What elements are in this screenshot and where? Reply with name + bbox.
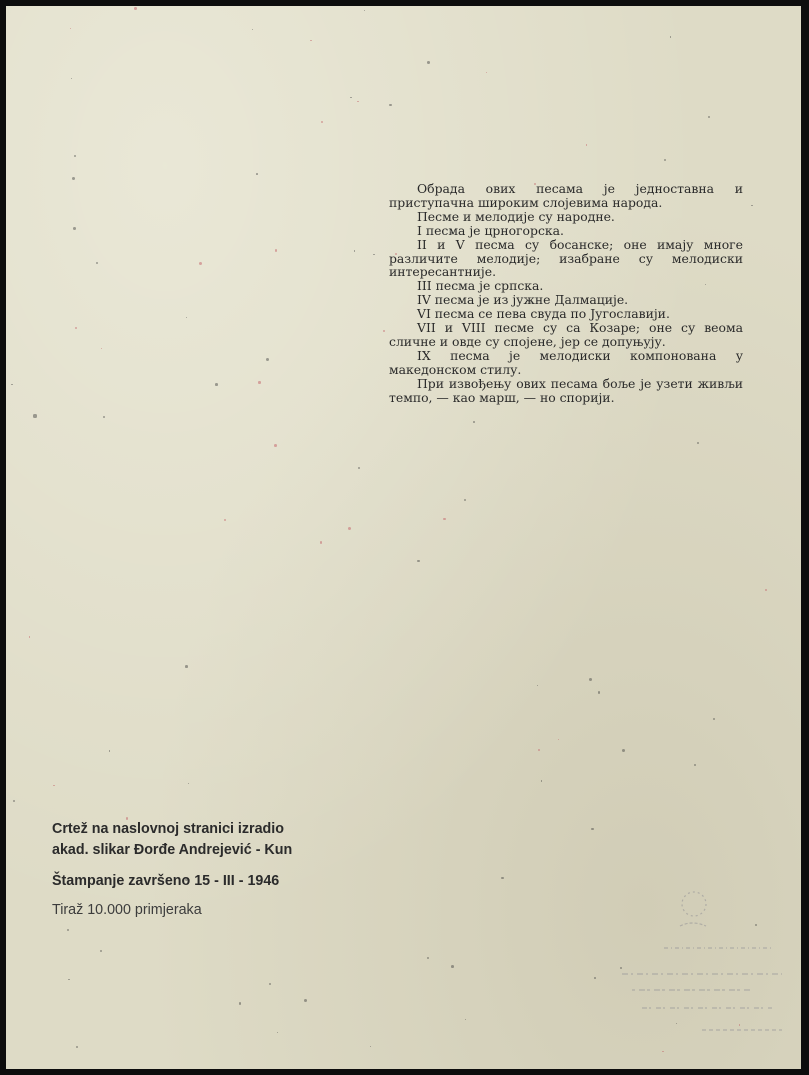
- paper-speck: [185, 665, 188, 668]
- paper-speck: [100, 950, 102, 952]
- note-paragraph: Песме и мелодије су народне.: [417, 208, 615, 224]
- paper-speck: [417, 560, 420, 563]
- paper-speck: [29, 636, 30, 637]
- paper-speck: [558, 739, 559, 740]
- paper-speck: [215, 383, 218, 386]
- paper-speck: [70, 28, 71, 29]
- paper-speck: [486, 72, 487, 73]
- paper-speck: [239, 1002, 241, 1004]
- paper-speck: [258, 381, 260, 383]
- paper-speck: [473, 421, 475, 423]
- paper-speck: [76, 1046, 78, 1048]
- paper-speck: [73, 227, 76, 230]
- note-paragraph: III песма је српска.: [417, 278, 544, 294]
- paper-speck: [591, 828, 593, 830]
- paper-speck: [364, 10, 365, 11]
- paper-speck: [501, 877, 503, 879]
- paper-speck: [134, 7, 137, 10]
- paper-speck: [370, 1046, 371, 1047]
- paper-speck: [427, 61, 430, 64]
- paper-speck: [708, 116, 710, 118]
- paper-speck: [594, 977, 596, 979]
- paper-speck: [68, 979, 70, 981]
- paper-speck: [310, 40, 312, 42]
- print-run: Tiraž 10.000 primjeraka: [52, 902, 202, 918]
- paper-speck: [538, 749, 540, 751]
- paper-speck: [694, 764, 696, 766]
- note-paragraph: VI песма се пева свуда по Југославији.: [417, 306, 670, 322]
- paper-speck: [321, 121, 323, 123]
- page-sheet: [6, 6, 801, 1069]
- song-notes: [389, 182, 743, 405]
- paper-speck: [269, 983, 271, 985]
- paper-speck: [53, 785, 55, 787]
- note-paragraph: IV песма је из јужне Далмације.: [417, 292, 629, 308]
- note-paragraph: I песма је црногорска.: [417, 222, 564, 238]
- paper-speck: [304, 999, 307, 1002]
- paper-speck: [357, 101, 358, 102]
- paper-speck: [451, 965, 454, 968]
- paper-speck: [622, 749, 625, 752]
- cover-artist-name: akad. slikar Đorđe Andrejević - Kun: [52, 842, 293, 858]
- paper-speck: [537, 685, 538, 686]
- note-paragraph: VII и VIII песме су са Козаре; оне су веома сличне и овде су спојене, јер се допуњују.: [389, 320, 743, 349]
- faded-stamp-icon: [602, 886, 792, 1046]
- paper-speck: [199, 262, 202, 265]
- paper-speck: [751, 205, 752, 206]
- paper-speck: [266, 358, 269, 361]
- paper-speck: [662, 1051, 663, 1052]
- paper-speck: [389, 104, 391, 106]
- paper-speck: [224, 519, 226, 521]
- paper-speck: [354, 250, 355, 251]
- paper-speck: [71, 78, 72, 79]
- paper-speck: [373, 254, 375, 256]
- paper-speck: [697, 442, 699, 444]
- paper-speck: [465, 1019, 466, 1020]
- paper-speck: [256, 173, 258, 175]
- note-paragraph: IX песма је мелодиски компонована у македонском стилу.: [389, 347, 743, 377]
- printing-date: Štampanje završeno 15 - III - 1946: [52, 873, 280, 889]
- paper-speck: [586, 144, 588, 146]
- paper-speck: [67, 929, 69, 931]
- paper-speck: [277, 1032, 278, 1033]
- paper-speck: [713, 718, 715, 720]
- paper-speck: [252, 29, 253, 30]
- paper-speck: [350, 97, 352, 99]
- paper-speck: [383, 330, 385, 332]
- paper-speck: [186, 317, 187, 318]
- paper-speck: [33, 414, 36, 417]
- paper-speck: [274, 444, 277, 447]
- paper-speck: [670, 36, 671, 37]
- paper-speck: [96, 262, 98, 264]
- paper-speck: [101, 348, 102, 349]
- colophon: [52, 819, 352, 921]
- paper-speck: [348, 527, 351, 530]
- paper-speck: [541, 780, 542, 781]
- paper-speck: [427, 957, 429, 959]
- paper-speck: [320, 541, 322, 543]
- paper-speck: [443, 518, 445, 520]
- cover-artist-credit: Crtež na naslovnoj stranici izradio: [52, 821, 284, 837]
- paper-speck: [75, 327, 77, 329]
- paper-speck: [13, 800, 15, 802]
- paper-speck: [589, 678, 592, 681]
- paper-speck: [275, 249, 277, 251]
- note-paragraph: Обрада ових песама је једноставна и приступачна широким слојевима народа.: [389, 181, 743, 210]
- paper-speck: [103, 416, 105, 418]
- paper-speck: [74, 155, 76, 157]
- paper-speck: [188, 783, 189, 784]
- paper-speck: [765, 589, 767, 591]
- paper-speck: [358, 467, 360, 469]
- paper-speck: [464, 499, 466, 501]
- paper-speck: [72, 177, 75, 180]
- paper-speck: [11, 384, 13, 386]
- note-paragraph: При извођењу ових песама боље је узети живљи темпо, — као марш, — но спорији.: [389, 375, 743, 405]
- note-paragraph: II и V песма су босанске; оне имају многе различите мелодије; изабране су мелодиски интересантније.: [389, 236, 743, 280]
- paper-speck: [109, 750, 111, 752]
- paper-speck: [664, 159, 666, 161]
- paper-speck: [598, 691, 600, 693]
